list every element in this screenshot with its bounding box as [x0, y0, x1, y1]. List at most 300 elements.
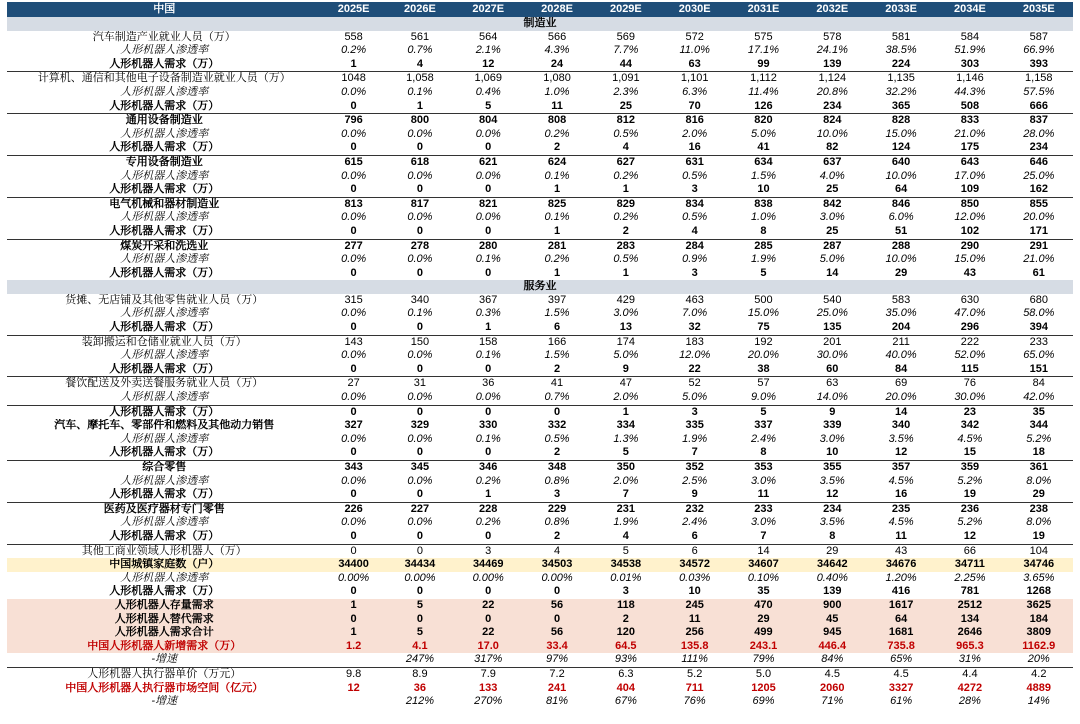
table-cell: 243.1	[729, 640, 797, 654]
table-cell: 11.4%	[748, 85, 779, 98]
table-row	[7, 128, 1073, 142]
table-cell: 139	[823, 585, 842, 598]
table-cell: 6.3	[592, 667, 660, 681]
table-row	[7, 44, 1073, 58]
header-year: 2033E	[867, 2, 935, 17]
table-cell: 584	[960, 30, 980, 43]
table-cell: 34538	[592, 558, 660, 572]
table-cell: 20.0%	[747, 349, 780, 362]
table-row	[7, 419, 1073, 433]
table-cell: 0	[350, 405, 357, 418]
table-cell: 34676	[867, 558, 935, 572]
table-cell: 0.1%	[475, 253, 501, 266]
table-cell: 233	[754, 502, 773, 515]
table-cell: 0	[350, 585, 357, 598]
table-cell: 303	[935, 58, 1004, 72]
table-cell: 44	[592, 58, 660, 72]
table-cell: 17.1%	[747, 44, 780, 57]
table-cell: 241	[547, 681, 567, 694]
row-label: 人形机器人需求（万）	[109, 585, 220, 598]
table-cell: 69	[894, 377, 908, 390]
table-cell: 0.2%	[341, 44, 367, 57]
table-cell: 817	[410, 197, 430, 210]
table-cell: 34642	[798, 558, 867, 572]
table-cell: 0	[321, 613, 385, 627]
table-cell: 0.03%	[679, 571, 711, 584]
table-cell: 43	[894, 544, 908, 557]
table-cell: 1,158	[1025, 72, 1053, 85]
table-cell: 1,091	[612, 72, 640, 85]
table-cell: 120	[592, 626, 660, 640]
table-cell: 800	[410, 114, 430, 127]
row-label: 人形机器人需求（万）	[7, 183, 321, 197]
table-cell: 13	[592, 321, 660, 335]
table-cell: 5.2%	[957, 516, 983, 529]
table-cell: 5	[386, 599, 454, 613]
table-cell: 36	[413, 681, 427, 694]
table-cell: 4889	[1026, 681, 1052, 694]
table-cell: 825	[547, 197, 567, 210]
table-cell: 21.0%	[954, 127, 986, 140]
table-cell: 4.5%	[888, 516, 914, 529]
table-cell: 133	[479, 681, 498, 694]
table-cell: 855	[1029, 197, 1048, 210]
table-cell: 5.2%	[957, 474, 983, 487]
table-cell: 1.5%	[544, 307, 570, 320]
table-cell: 0.0%	[407, 127, 433, 140]
table-row	[7, 86, 1073, 100]
table-cell: 3625	[1005, 599, 1073, 613]
table-cell: 4	[592, 530, 660, 544]
table-cell: 3327	[888, 681, 914, 694]
table-cell: 833	[960, 114, 980, 127]
table-cell: 569	[616, 30, 636, 43]
table-row	[7, 239, 1073, 253]
table-cell: 4.5%	[957, 432, 983, 445]
table-cell: 288	[891, 239, 911, 252]
table-cell: 0.0%	[341, 516, 367, 529]
table-cell: 291	[1029, 239, 1048, 252]
table-cell: 397	[547, 293, 567, 306]
header-year: 2026E	[386, 2, 454, 17]
table-cell: 1.9%	[613, 516, 639, 529]
table-cell: 821	[479, 197, 498, 210]
table-cell: 5.2%	[1026, 432, 1052, 445]
table-cell: 842	[823, 197, 842, 210]
table-cell: 0	[386, 446, 454, 460]
table-cell: 166	[547, 335, 567, 348]
table-cell: 34572	[660, 558, 729, 572]
table-cell: 6	[691, 544, 698, 557]
table-cell: 102	[935, 225, 1004, 239]
table-cell: 2.5%	[682, 474, 708, 487]
table-cell: 735.8	[867, 640, 935, 654]
header-year: 2035E	[1005, 2, 1073, 17]
table-cell: 0.2%	[613, 169, 639, 182]
table-cell: 31	[413, 377, 427, 390]
table-cell: 12.0%	[954, 211, 986, 224]
table-cell: 6.3%	[682, 85, 708, 98]
table-cell: 3	[660, 183, 729, 197]
table-cell: 5	[760, 405, 767, 418]
table-cell: 36	[482, 377, 495, 390]
row-label: 专用设备制造业	[125, 155, 203, 168]
table-cell: 0.00%	[472, 571, 504, 584]
table-cell: 32.2%	[885, 85, 917, 98]
table-cell: 0	[321, 530, 385, 544]
table-cell: 8	[729, 446, 797, 460]
table-cell: 680	[1029, 293, 1048, 306]
table-cell: 19	[1005, 530, 1073, 544]
table-cell: 4.5	[798, 667, 867, 681]
table-cell: 0	[386, 488, 454, 502]
table-cell: 227	[410, 502, 430, 515]
table-cell: 0.10%	[747, 571, 780, 584]
table-cell: 1	[622, 266, 629, 279]
table-cell: 12	[454, 58, 522, 72]
table-cell: 7.9	[454, 667, 522, 681]
table-cell: 646	[1029, 155, 1048, 168]
table-cell: 25.0%	[816, 307, 848, 320]
table-cell: 0.0%	[341, 127, 367, 140]
table-cell: 6	[522, 321, 591, 335]
table-row	[7, 100, 1073, 114]
row-label: 电气机械和器材制造业	[109, 197, 220, 210]
table-cell: 4.5	[867, 667, 935, 681]
table-cell: 134	[935, 613, 1004, 627]
table-cell: 3	[691, 405, 698, 418]
robot-demand-table	[7, 2, 1073, 709]
table-cell: 20%	[1027, 653, 1050, 666]
table-cell: 238	[1029, 502, 1048, 515]
row-label: 餐饮配送及外卖送餐服务就业人员（万）	[65, 377, 264, 390]
table-cell: 828	[891, 114, 911, 127]
table-cell: 8	[798, 530, 867, 544]
table-cell: 65%	[890, 653, 913, 666]
row-label: 人形机器人需求（万）	[109, 266, 220, 279]
table-cell: 76	[963, 377, 977, 390]
table-cell: 2	[522, 530, 591, 544]
table-cell: 508	[935, 100, 1004, 114]
table-cell: 16	[867, 488, 935, 502]
table-cell: 615	[344, 155, 363, 168]
table-cell: 84	[867, 363, 935, 377]
table-cell: 0.0%	[341, 211, 367, 224]
table-row	[7, 530, 1073, 544]
table-cell: 1,135	[887, 72, 915, 85]
table-cell: 11	[522, 100, 591, 114]
row-label: 中国人形机器人新增需求（万）	[7, 640, 321, 654]
table-cell: 820	[754, 114, 773, 127]
table-cell: 3	[622, 585, 629, 598]
table-cell: 446.4	[798, 640, 867, 654]
table-cell: 10.0%	[885, 253, 917, 266]
table-cell: 1.9%	[682, 432, 708, 445]
table-cell: 0.1%	[407, 307, 433, 320]
table-cell: 2.4%	[750, 432, 777, 445]
table-cell: 2512	[935, 599, 1004, 613]
table-cell: 66.9%	[1023, 44, 1055, 57]
table-cell: 5	[454, 100, 522, 114]
row-label: 人形机器人存量需求	[7, 599, 321, 613]
table-cell: 315	[344, 293, 363, 306]
table-cell: 804	[479, 114, 498, 127]
table-cell: 329	[410, 419, 430, 432]
table-cell: 280	[479, 239, 498, 252]
table-cell: 228	[479, 502, 498, 515]
table-cell: 334	[616, 419, 636, 432]
table-cell: 201	[823, 335, 842, 348]
table-cell: 344	[1029, 419, 1048, 432]
table-cell: 212%	[405, 695, 434, 708]
row-label: 中国城镇家庭数（户）	[7, 558, 321, 572]
table-row	[7, 225, 1073, 239]
table-cell: 618	[410, 155, 430, 168]
table-cell: 0.2%	[544, 253, 570, 266]
table-cell: 29	[894, 266, 908, 279]
row-label: 人形机器人渗透率	[120, 349, 209, 362]
table-cell: 41	[550, 377, 564, 390]
table-cell: 7.7%	[613, 44, 639, 57]
table-cell: 824	[823, 114, 842, 127]
table-row	[7, 155, 1073, 169]
table-cell: 135.8	[660, 640, 729, 654]
table-cell: 2.0%	[613, 474, 639, 487]
table-cell: 12	[798, 488, 867, 502]
table-row	[7, 475, 1073, 489]
table-row	[7, 253, 1073, 267]
table-cell: 14	[757, 544, 770, 557]
table-cell: 335	[685, 419, 704, 432]
table-cell: 643	[960, 155, 980, 168]
section-title: 制造业	[7, 17, 1073, 31]
table-cell: 3.65%	[1023, 571, 1055, 584]
table-cell: 0.0%	[454, 391, 522, 405]
row-label: 医药及医疗器材专门零售	[103, 502, 225, 515]
table-cell: 118	[592, 599, 660, 613]
table-cell: 711	[685, 681, 704, 694]
table-cell: 1.3%	[613, 432, 639, 445]
table-cell: 150	[410, 335, 430, 348]
table-cell: 0.0%	[341, 169, 367, 182]
table-cell: 337	[754, 419, 773, 432]
table-cell: 0	[416, 405, 423, 418]
table-cell: 540	[823, 293, 842, 306]
table-cell: 355	[823, 461, 842, 473]
table-cell: 8	[729, 225, 797, 239]
header-year: 2029E	[592, 2, 660, 17]
table-cell: 1.0%	[544, 85, 570, 98]
table-cell: 47	[619, 377, 632, 390]
table-cell: 21.0%	[1023, 253, 1055, 266]
row-label: 通用设备制造业	[125, 114, 203, 127]
table-cell: 1,058	[406, 72, 434, 85]
table-cell: 290	[960, 239, 980, 252]
row-label: 人形机器人渗透率	[120, 571, 209, 584]
table-cell: 0.8%	[544, 474, 570, 487]
table-cell: 18	[1005, 446, 1073, 460]
table-cell: 812	[616, 114, 636, 127]
table-cell: 829	[616, 197, 636, 210]
table-cell: 0	[553, 585, 561, 598]
table-cell: 627	[616, 155, 636, 168]
row-label: 人形机器人需求（万）	[7, 363, 321, 377]
table-cell: 229	[547, 502, 567, 515]
table-cell: 2646	[935, 626, 1004, 640]
table-cell: 0.2%	[475, 516, 501, 529]
table-cell: 38.5%	[885, 44, 917, 57]
table-row	[7, 114, 1073, 128]
table-cell: 0.00%	[338, 571, 370, 584]
table-cell: 111%	[681, 653, 708, 666]
table-cell: 35	[1032, 405, 1045, 418]
table-cell: 109	[935, 183, 1004, 197]
table-cell: 40.0%	[885, 349, 917, 362]
table-cell: 56	[522, 599, 591, 613]
table-cell: 8.0%	[1026, 474, 1052, 487]
table-cell: 11	[660, 613, 729, 627]
table-row	[7, 667, 1073, 681]
table-cell: 4.4	[935, 667, 1004, 681]
table-cell: 0.0%	[407, 253, 433, 266]
table-cell: 0.00%	[541, 571, 573, 584]
table-cell: 6.0%	[888, 211, 914, 224]
header-year: 2030E	[660, 2, 729, 17]
table-cell: 0.9%	[682, 253, 708, 266]
table-cell: 0	[553, 405, 561, 418]
table-cell: 2	[522, 141, 591, 155]
table-row	[7, 502, 1073, 516]
table-cell: 0.1%	[407, 85, 433, 98]
table-cell: 342	[960, 419, 980, 432]
table-row	[7, 640, 1073, 654]
table-cell: 82	[798, 141, 867, 155]
table-cell: 64.5	[592, 640, 660, 654]
table-cell: 3.0%	[819, 211, 845, 224]
table-cell: 1617	[867, 599, 935, 613]
table-row	[7, 613, 1073, 627]
row-label: 汽车制造产业就业人员（万）	[92, 30, 236, 43]
row-label: 中国人形机器人执行器市场空间（亿元）	[65, 681, 264, 694]
table-cell: 1268	[1026, 585, 1052, 598]
table-cell: 0.2%	[544, 127, 570, 140]
table-cell: 67%	[614, 695, 637, 708]
table-cell: 0.8%	[544, 516, 570, 529]
table-cell: 343	[344, 461, 363, 473]
table-row	[7, 682, 1073, 696]
table-cell: 51.9%	[954, 44, 986, 57]
table-cell: 4272	[957, 681, 983, 694]
row-label: 人形机器人需求（万）	[7, 141, 321, 155]
table-cell: 256	[660, 626, 729, 640]
table-cell: 0.0%	[341, 307, 367, 320]
table-cell: 7.0%	[682, 307, 708, 320]
table-cell: 345	[410, 461, 430, 473]
table-cell: 0	[416, 266, 423, 279]
table-cell: 0	[321, 446, 385, 460]
table-cell: 0	[386, 363, 454, 377]
table-cell: 41	[729, 141, 797, 155]
table-cell: 1	[321, 599, 385, 613]
table-row	[7, 170, 1073, 184]
table-cell: 11.0%	[679, 44, 710, 57]
row-label: 人形机器人渗透率	[120, 307, 209, 320]
table-cell: 340	[410, 293, 430, 306]
table-cell: 44.3%	[954, 85, 986, 98]
table-cell: 4	[386, 58, 454, 72]
table-cell: 558	[344, 30, 363, 43]
table-cell: 27	[347, 377, 360, 390]
table-cell: 0.5%	[682, 211, 708, 224]
table-row	[7, 516, 1073, 530]
table-cell: 135	[798, 321, 867, 335]
table-cell: 0.0%	[407, 169, 433, 182]
table-cell: 34711	[935, 558, 1004, 572]
row-label: 人形机器人渗透率	[120, 432, 209, 445]
table-cell: 20.0%	[867, 391, 935, 405]
table-cell: 84	[1032, 377, 1045, 390]
table-cell: 4.1	[386, 640, 454, 654]
table-cell: 1	[321, 626, 385, 640]
table-cell: 124	[867, 141, 935, 155]
table-cell: 837	[1029, 114, 1048, 127]
table-cell: 56	[522, 626, 591, 640]
table-cell: 232	[685, 502, 704, 515]
table-cell: 346	[479, 461, 498, 473]
table-cell: 57	[757, 377, 770, 390]
table-cell: 28.0%	[1023, 127, 1055, 140]
table-cell: 16	[660, 141, 729, 155]
table-cell: 65.0%	[1023, 349, 1055, 362]
table-row	[7, 558, 1073, 572]
table-cell: 4.0%	[819, 169, 845, 182]
table-cell: 14.0%	[798, 391, 867, 405]
table-cell: 61	[1032, 266, 1045, 279]
table-cell: 634	[754, 155, 773, 168]
table-cell: 583	[891, 293, 911, 306]
table-cell: 900	[798, 599, 867, 613]
table-row	[7, 72, 1073, 86]
table-cell: 184	[1005, 613, 1073, 627]
table-cell: 3.0%	[750, 516, 777, 529]
table-cell: 20.0%	[1023, 211, 1055, 224]
table-cell: 4	[553, 544, 561, 557]
table-cell: 60	[798, 363, 867, 377]
table-row	[7, 335, 1073, 349]
table-cell: 0.2%	[475, 474, 501, 487]
table-cell: 14%	[1027, 695, 1050, 708]
section-title: 服务业	[7, 280, 1073, 294]
table-row	[7, 405, 1073, 419]
table-cell: 151	[1005, 363, 1073, 377]
table-cell: 204	[867, 321, 935, 335]
table-cell: 463	[685, 293, 704, 306]
table-row	[7, 294, 1073, 308]
table-row	[7, 446, 1073, 460]
table-cell: 7.2	[522, 667, 591, 681]
table-cell: 0	[321, 225, 385, 239]
table-cell: 1,124	[818, 72, 847, 85]
table-cell: 630	[960, 293, 980, 306]
table-cell: 1,101	[680, 72, 709, 85]
table-cell: 0.01%	[610, 571, 642, 584]
table-cell: 38	[729, 363, 797, 377]
table-cell: 0.0%	[341, 474, 367, 487]
table-cell: 30.0%	[935, 391, 1004, 405]
table-row	[7, 349, 1073, 363]
table-cell: 1048	[341, 72, 366, 85]
row-label: -增速	[151, 695, 178, 708]
